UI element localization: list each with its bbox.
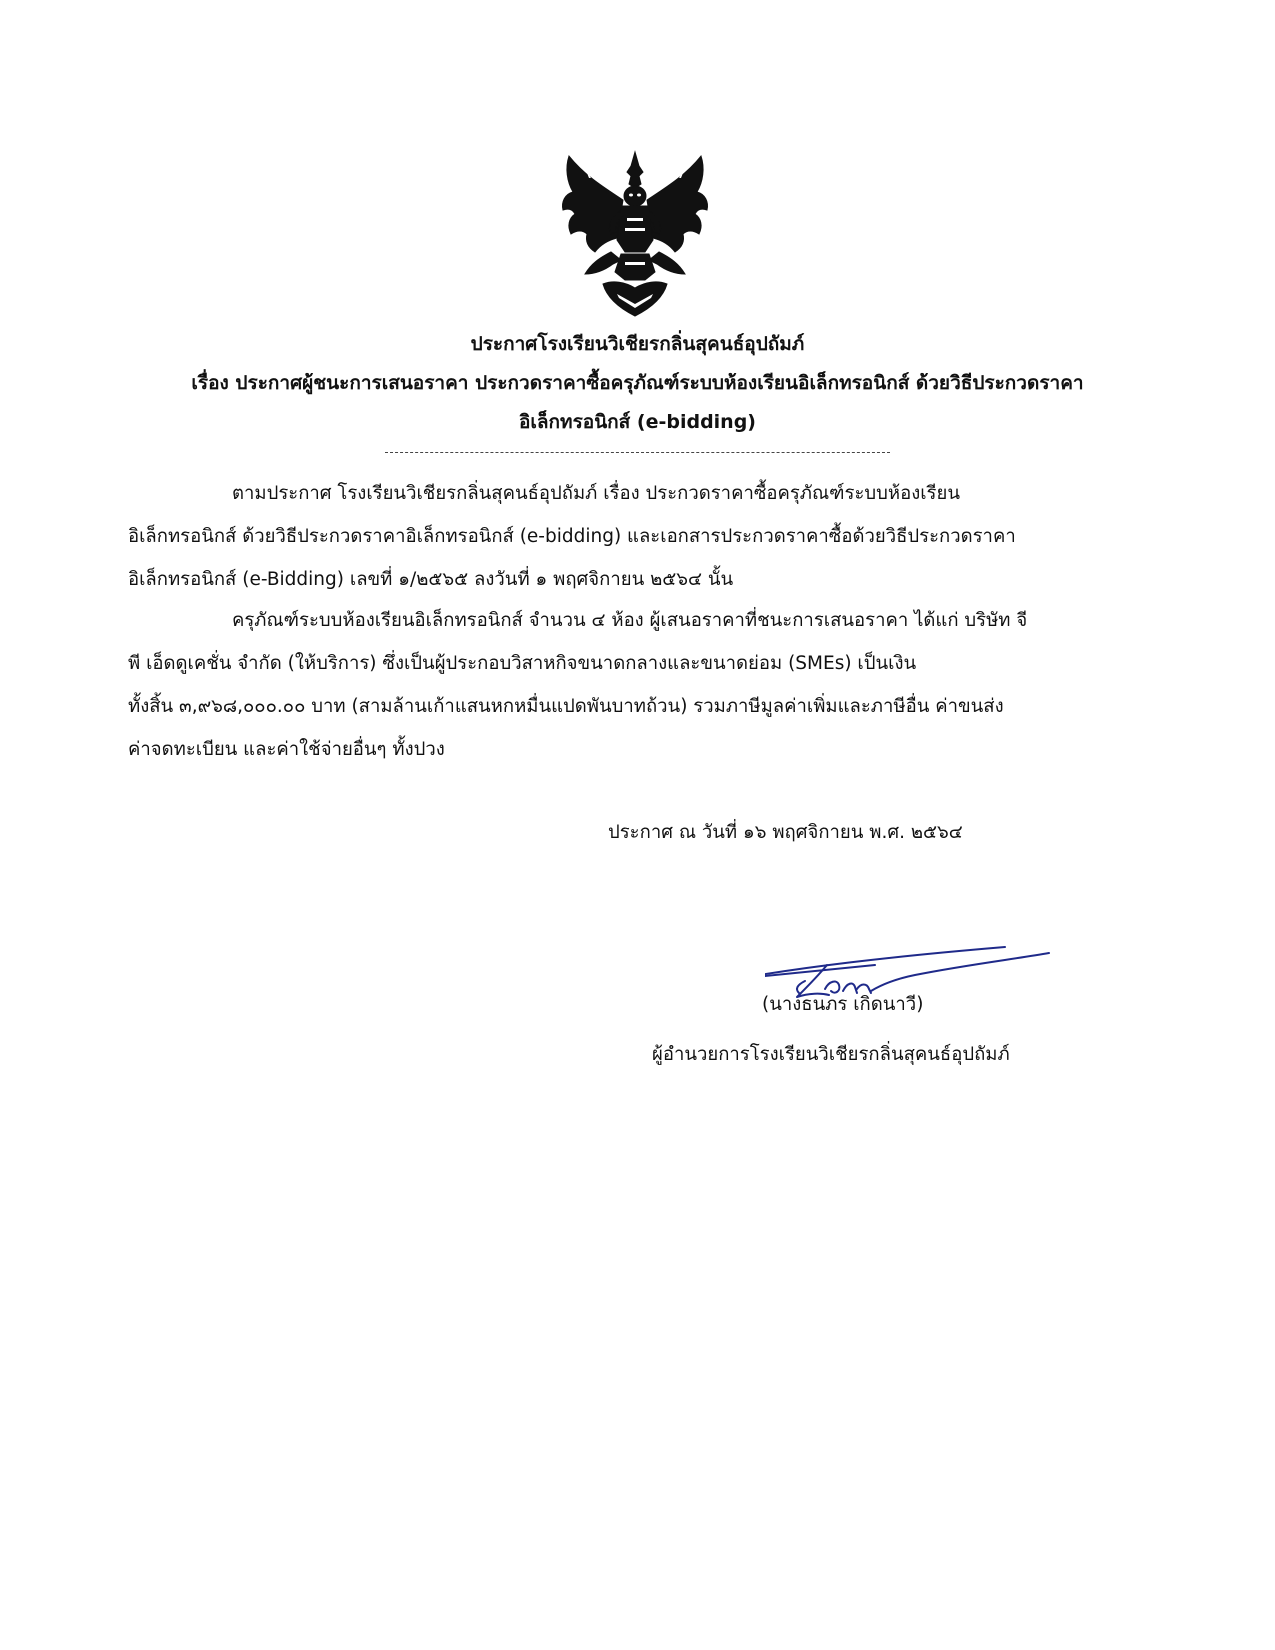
paragraph-1-line-2: อิเล็กทรอนิกส์ ด้วยวิธีประกวดราคาอิเล็กทรอนิกส์ (e-bidding) และเอกสารประกวดราคาซื้อด้วยวิธีประกวดราคา — [128, 526, 1016, 547]
document-title: ประกาศโรงเรียนวิเชียรกลิ่นสุคนธ์อุปถัมภ์ — [470, 333, 805, 355]
paragraph-1-line-3: อิเล็กทรอนิกส์ (e-Bidding) เลขที่ ๑/๒๕๖๕ ลงวันที่ ๑ พฤศจิกายน ๒๕๖๔ นั้น — [128, 569, 734, 590]
paragraph-2-line-2: พี เอ็ดดูเคชั่น จำกัด (ให้บริการ) ซึ่งเป็นผู้ประกอบวิสาหกิจขนาดกลางและขนาดย่อม (SMEs) เป็นเงิน — [128, 653, 917, 674]
paragraph-2-line-4: ค่าจดทะเบียน และค่าใช้จ่ายอื่นๆ ทั้งปวง — [128, 739, 445, 760]
document-subject: เรื่อง ประกาศผู้ชนะการเสนอราคา ประกวดราคาซื้อครุภัณฑ์ระบบห้องเรียนอิเล็กทรอนิกส์ ด้วยวิธีประกวดราคา — [191, 372, 1084, 394]
paragraph-1-line-1: ตามประกาศ โรงเรียนวิเชียรกลิ่นสุคนธ์อุปถัมภ์ เรื่อง ประกวดราคาซื้อครุภัณฑ์ระบบห้องเรียน — [232, 483, 960, 504]
document-subject-continued: อิเล็กทรอนิกส์ (e-bidding) — [519, 411, 756, 433]
announce-date: ประกาศ ณ วันที่ ๑๖ พฤศจิกายน พ.ศ. ๒๕๖๔ — [608, 822, 963, 843]
paragraph-2-line-3: ทั้งสิ้น ๓,๙๖๘,๐๐๐.๐๐ บาท (สามล้านเก้าแสนหกหมื่นแปดพันบาทถ้วน) รวมภาษีมูลค่าเพิ่มและภาษีอื่น ค่าขนส่ง — [128, 696, 1004, 717]
paragraph-2-line-1: ครุภัณฑ์ระบบห้องเรียนอิเล็กทรอนิกส์ จำนวน ๔ ห้อง ผู้เสนอราคาที่ชนะการเสนอราคา ได้แก่ บริษัท จี — [232, 610, 1028, 631]
signer-name: (นางธนภร เกิดนาวี) — [762, 994, 924, 1015]
garuda-emblem-icon — [555, 148, 715, 323]
signer-position: ผู้อำนวยการโรงเรียนวิเชียรกลิ่นสุคนธ์อุปถัมภ์ — [652, 1044, 1010, 1065]
title-divider — [385, 452, 890, 453]
